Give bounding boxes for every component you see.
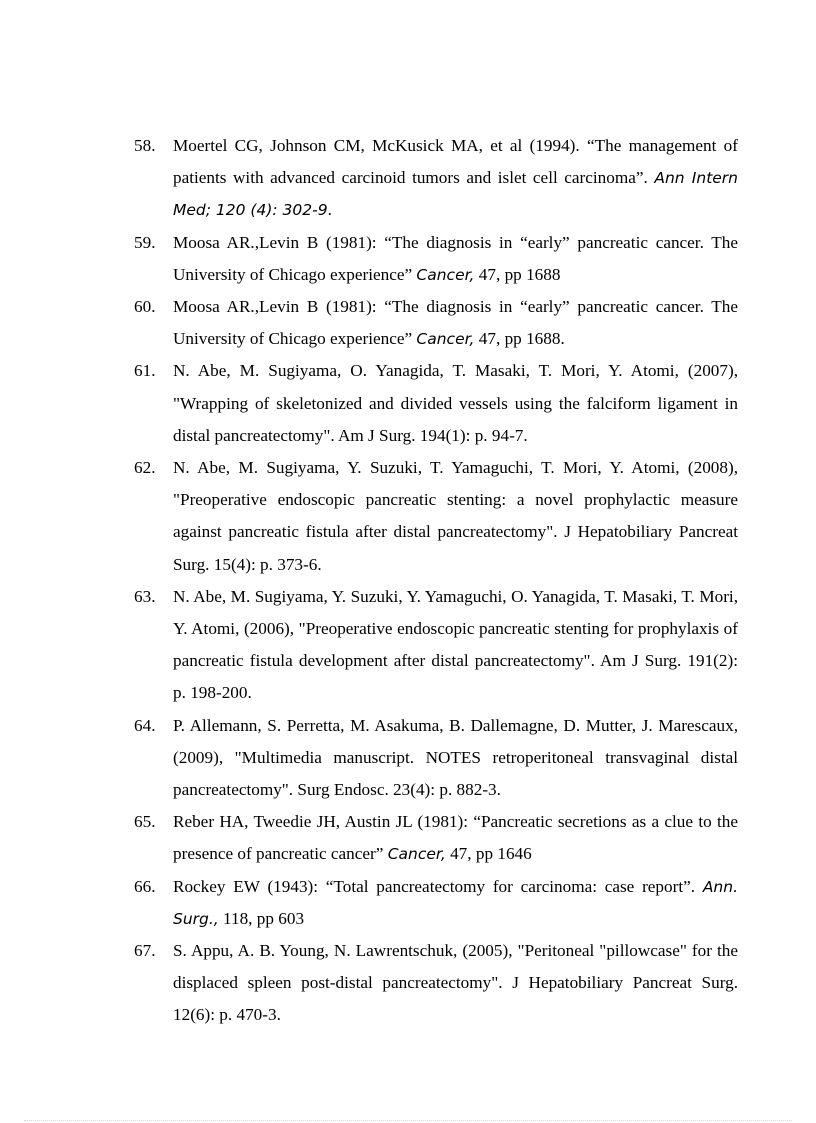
reference-text: Reber HA, Tweedie JH, Austin JL (1981): “Pancreatic secretions as a clue to the presence of pancreatic cancer” bbox=[173, 812, 738, 864]
reference-item bbox=[134, 710, 738, 807]
reference-tail: 47, pp 1688. bbox=[474, 329, 565, 349]
reference-item bbox=[134, 355, 738, 452]
reference-text: Rockey EW (1943): “Total pancreatectomy for carcinoma: case report”. bbox=[173, 876, 703, 896]
reference-number: 58. bbox=[134, 136, 156, 155]
reference-item bbox=[134, 581, 738, 710]
reference-number: 63. bbox=[134, 586, 156, 606]
reference-text: N. Abe, M. Sugiyama, O. Yanagida, T. Masaki, T. Mori, Y. Atomi, (2007), "Wrapping of skeletonized and divided vessels using the falciform ligament in distal pancreatectomy". Am J Surg. 194(1): p. 94-7. bbox=[173, 361, 738, 445]
reference-text: Moertel CG, Johnson CM, McKusick MA, et al (1994). “The management of patients with advanced carcinoid tumors and islet cell carcinoma”. bbox=[173, 136, 738, 188]
reference-list bbox=[134, 130, 738, 1032]
reference-number: 66. bbox=[134, 876, 156, 896]
journal-name: Ann. Surg., bbox=[173, 877, 738, 928]
reference-text: P. Allemann, S. Perretta, M. Asakuma, B. Dallemagne, D. Mutter, J. Marescaux, (2009), "Multimedia manuscript. NOTES retroperitoneal transvaginal distal pancreatectomy". Surg Endosc. 23(4): p. 882-3. bbox=[173, 715, 738, 800]
reference-number: 60. bbox=[134, 297, 156, 317]
reference-text: Moosa AR.,Levin B (1981): “The diagnosis in “early” pancreatic cancer. The University of Chicago experience” bbox=[173, 232, 738, 284]
reference-number: 62. bbox=[134, 458, 156, 478]
reference-number: 65. bbox=[134, 812, 156, 832]
reference-text: S. Appu, A. B. Young, N. Lawrentschuk, (2005), "Peritoneal "pillowcase" for the displaced spleen post-distal pancreatectomy". J Hepatobiliary Pancreat Surg. 12(6): p. 470-3. bbox=[173, 941, 738, 1025]
reference-item bbox=[134, 871, 738, 935]
reference-tail: 118, pp 603 bbox=[218, 908, 305, 928]
reference-text: N. Abe, M. Sugiyama, Y. Suzuki, T. Yamaguchi, T. Mori, Y. Atomi, (2008), "Preoperative endoscopic pancreatic stenting: a novel prophylactic measure against pancreatic fistula after distal pancreatectomy". J Hepatobiliary Pancreat Surg. 15(4): p. 373-6. bbox=[173, 458, 738, 574]
reference-item bbox=[134, 130, 738, 227]
reference-number: 61. bbox=[134, 361, 156, 381]
reference-item bbox=[134, 935, 738, 1032]
reference-tail: . bbox=[327, 200, 332, 220]
reference-text: Moosa AR.,Levin B (1981): “The diagnosis in “early” pancreatic cancer. The University of Chicago experience” bbox=[173, 297, 738, 349]
reference-text: N. Abe, M. Sugiyama, Y. Suzuki, Y. Yamaguchi, O. Yanagida, T. Masaki, T. Mori, Y. Atomi, (2006), "Preoperative endoscopic pancreatic stenting for prophylaxis of pancreatic fistula development after distal pancreatectomy". Am J Surg. 191(2): p. 198-200. bbox=[173, 586, 738, 703]
journal-name: Cancer, bbox=[387, 845, 446, 864]
reference-item bbox=[134, 227, 738, 291]
reference-number: 59. bbox=[134, 232, 156, 252]
reference-item bbox=[134, 806, 738, 870]
reference-item bbox=[134, 291, 738, 355]
reference-number: 64. bbox=[134, 715, 156, 735]
reference-tail: 47, pp 1646 bbox=[445, 844, 532, 864]
journal-name: Cancer, bbox=[416, 265, 475, 284]
journal-name: Ann Intern Med; 120 (4): 302-9 bbox=[173, 169, 738, 220]
reference-number: 67. bbox=[134, 941, 156, 961]
reference-tail: 47, pp 1688 bbox=[474, 264, 561, 284]
journal-name: Cancer, bbox=[416, 330, 475, 349]
page-bottom-divider bbox=[24, 1120, 792, 1121]
reference-item bbox=[134, 452, 738, 581]
